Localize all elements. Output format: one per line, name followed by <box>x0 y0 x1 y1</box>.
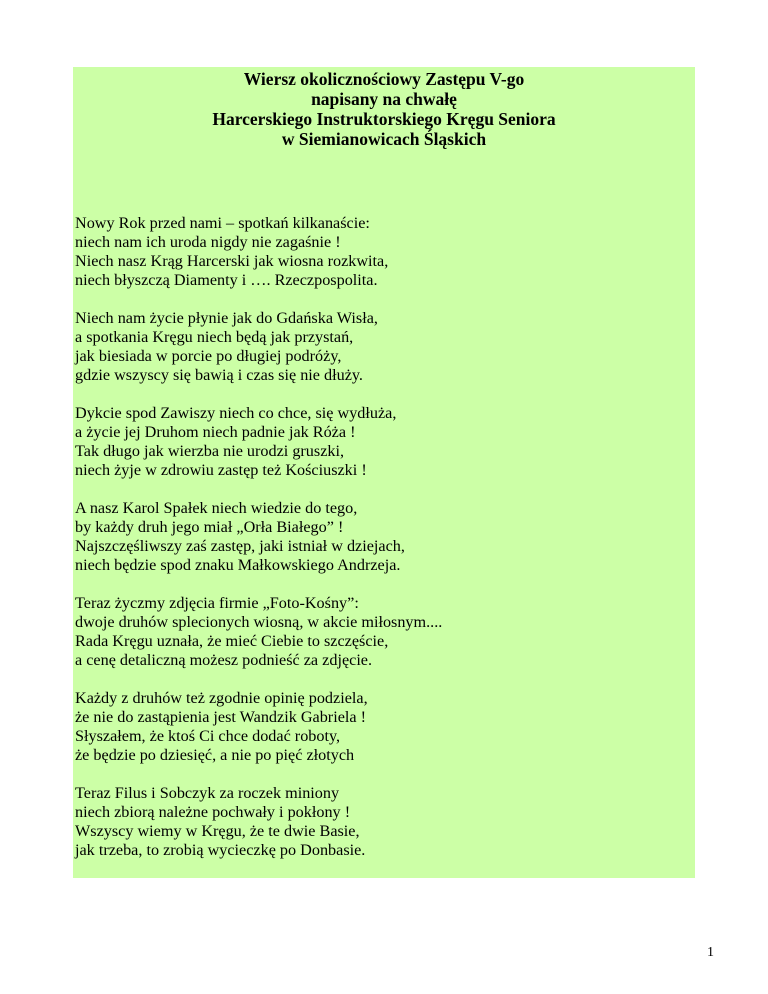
verse-line: Słyszałem, że ktoś Ci chce dodać roboty, <box>75 727 341 745</box>
verse-line: Każdy z druhów też zgodnie opinię podziela, <box>75 689 368 707</box>
highlighted-poem-block <box>73 67 695 878</box>
stanza <box>75 689 693 765</box>
verse-line: niech będzie spod znaku Małkowskiego Andrzeja. <box>75 556 401 574</box>
verse-line: Niech nam życie płynie jak do Gdańska Wisła, <box>75 309 378 327</box>
verse-line: Nowy Rok przed nami – spotkań kilkanaście: <box>75 214 370 232</box>
verse-line: niech nam ich uroda nigdy nie zagaśnie ! <box>75 233 341 251</box>
verse-line: Teraz życzmy zdjęcia firmie „Foto-Kośny”: <box>75 594 359 612</box>
verse-line: A nasz Karol Spałek niech wiedzie do tego, <box>75 499 358 517</box>
verse-line: a życie jej Druhom niech padnie jak Róża ! <box>75 423 356 441</box>
verse-line: dwoje druhów splecionych wiosną, w akcie miłosnym.... <box>75 613 443 631</box>
verse-line: Dykcie spod Zawiszy niech co chce, się wydłuża, <box>75 404 397 422</box>
poem-body <box>75 214 693 879</box>
verse-line: Najszczęśliwszy zaś zastęp, jaki istniał w dziejach, <box>75 537 405 555</box>
title-line: Harcerskiego Instruktorskiego Kręgu Seniora <box>212 109 556 129</box>
title-line: napisany na chwałę <box>311 89 457 109</box>
verse-line: a spotkania Kręgu niech będą jak przystań, <box>75 328 354 346</box>
verse-line: Tak długo jak wierzba nie urodzi gruszki, <box>75 442 345 460</box>
title-line: w Siemianowicach Śląskich <box>281 129 487 149</box>
verse-line: że będzie po dziesięć, a nie po pięć złotych <box>75 746 355 764</box>
verse-line: Rada Kręgu uznała, że mieć Ciebie to szczęście, <box>75 632 389 650</box>
stanza <box>75 404 693 480</box>
verse-line: niech zbiorą należne pochwały i pokłony ! <box>75 803 351 821</box>
stanza <box>75 784 693 860</box>
verse-line: niech błyszczą Diamenty i …. Rzeczpospolita. <box>75 271 378 289</box>
verse-line: gdzie wszyscy się bawią i czas się nie dłuży. <box>75 366 363 384</box>
page-number: 1 <box>707 945 714 960</box>
verse-line: by każdy druh jego miał „Orła Białego” ! <box>75 518 344 536</box>
verse-line: Wszyscy wiemy w Kręgu, że te dwie Basie, <box>75 822 360 840</box>
verse-line: Niech nasz Krąg Harcerski jak wiosna rozkwita, <box>75 252 389 270</box>
verse-line: Teraz Filus i Sobczyk za roczek miniony <box>75 784 340 802</box>
verse-line: że nie do zastąpienia jest Wandzik Gabriela ! <box>75 708 366 726</box>
verse-line: jak biesiada w porcie po długiej podróży, <box>75 347 342 365</box>
stanza <box>75 214 693 290</box>
stanza <box>75 594 693 670</box>
title-line: Wiersz okolicznościowy Zastępu V-go <box>243 69 525 89</box>
verse-line: niech żyje w zdrowiu zastęp też Kościuszki ! <box>75 461 367 479</box>
stanza <box>75 309 693 385</box>
document-title <box>73 67 695 149</box>
verse-line: jak trzeba, to zrobią wycieczkę po Donbasie. <box>75 841 366 859</box>
verse-line: a cenę detaliczną możesz podnieść za zdjęcie. <box>75 651 373 669</box>
stanza <box>75 499 693 575</box>
